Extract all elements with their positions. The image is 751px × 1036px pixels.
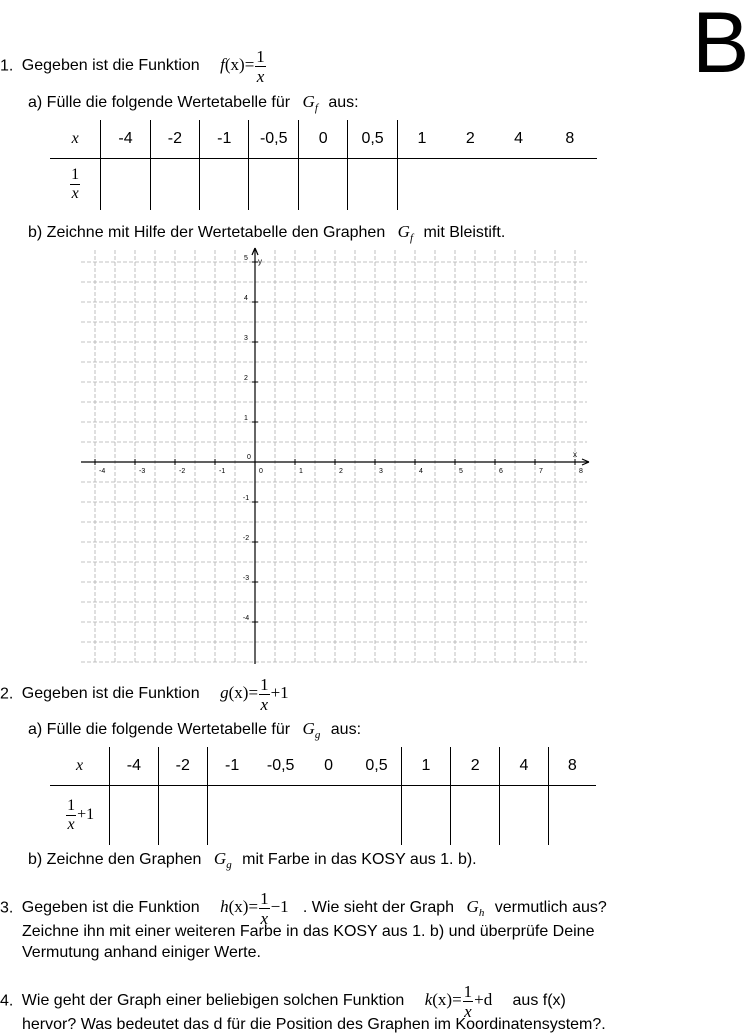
graph-symbol: $G_f$: [397, 222, 414, 244]
table-cell: 1: [401, 747, 450, 785]
table-empty-cell[interactable]: [500, 785, 548, 845]
table-head-x: x: [50, 120, 101, 158]
table-empty-cell[interactable]: [158, 785, 207, 845]
x-tick-label: -1: [219, 468, 226, 475]
task3-function: h(x)= $\frac{1}{x}$ −1: [220, 889, 289, 928]
table-cell: -4: [101, 120, 150, 158]
task2a-label: a) Fülle die folgende Wertetabelle für $G_g$ aus:: [28, 719, 362, 741]
task2b-label: b) Zeichne den Graphen $G_g$ mit Farbe in das KOSY aus 1. b).: [28, 849, 477, 871]
table-cell: -0,5: [256, 747, 305, 785]
table-cell: -1: [207, 747, 256, 785]
table-cell: -2: [150, 120, 199, 158]
y-tick-label-zero: 0: [247, 454, 251, 461]
table-cell: 1: [397, 120, 446, 158]
fraction: $\frac{1}{x}$: [256, 47, 265, 86]
graph-symbol: $G_g$: [302, 719, 321, 741]
table-cell: 8: [548, 747, 596, 785]
y-tick-label: 3: [244, 335, 248, 342]
fraction: $\frac{1}{x}$: [260, 675, 269, 714]
x-tick-label: 2: [339, 468, 343, 475]
y-tick-label: 4: [244, 295, 248, 302]
task4-text: Wie geht der Graph einer beliebigen solchen Funktion: [21, 992, 405, 1010]
table-cell: 0: [305, 747, 352, 785]
table-cell: 0: [299, 120, 348, 158]
table-cell: 2: [451, 747, 500, 785]
table-empty-cell[interactable]: [207, 785, 256, 845]
fraction: $\frac{1}{x}$: [260, 889, 269, 928]
y-tick-label: -2: [242, 535, 250, 542]
x-tick-label: -4: [99, 468, 106, 475]
table-cell: 0,5: [348, 120, 398, 158]
y-tick-label: 1: [244, 415, 248, 422]
graph-symbol: $G_h$: [466, 897, 485, 920]
table-cell: -4: [110, 747, 158, 785]
table-cell: -1: [200, 120, 249, 158]
y-tick-label: -1: [242, 495, 250, 502]
task3-line3: Vermutung anhand einiger Werte.: [22, 944, 261, 961]
graph-symbol: $G_f$: [302, 92, 318, 114]
y-tick-label: -4: [242, 615, 250, 622]
table-head-x: x: [50, 747, 110, 785]
x-tick-label: 7: [539, 468, 543, 475]
task2-text: Gegeben ist die Funktion: [21, 685, 200, 703]
x-tick-label: 1: [299, 468, 303, 475]
table-cell: 4: [494, 120, 542, 158]
table-empty-cell[interactable]: [548, 785, 596, 845]
version-letter: B: [692, 0, 750, 91]
task3-line2: Zeichne ihn mit einer weiteren Farbe in das KOSY aus 1. b) und überprüfe Deine: [22, 923, 595, 940]
x-tick-label: 8: [579, 468, 583, 475]
table-cell: -0,5: [249, 120, 299, 158]
table-empty-cell[interactable]: [256, 785, 305, 845]
y-axis-label: y: [258, 257, 262, 266]
table-cell: -2: [158, 747, 207, 785]
graph-symbol: $G_g$: [213, 849, 232, 871]
table-row-function: $\frac{1}{x}$: [50, 158, 101, 210]
task2-heading: [0, 676, 289, 713]
table-empty-cell[interactable]: [401, 785, 450, 845]
x-tick-label: 4: [419, 468, 423, 475]
x-tick-label: 3: [379, 468, 383, 475]
value-table-2: [50, 747, 596, 845]
x-tick-label: 6: [499, 468, 503, 475]
x-axis-label: x: [573, 450, 577, 459]
table-empty-cell[interactable]: [352, 785, 401, 845]
task4-function: k(x)= $\frac{1}{x}$ +d: [424, 982, 493, 1021]
x-tick-label: 0: [259, 468, 263, 475]
task1-number: 1.: [0, 57, 14, 75]
table-row-function: $\frac{1}{x}$ +1: [50, 785, 110, 845]
table-empty-cell[interactable]: [451, 785, 500, 845]
x-tick-label: 5: [459, 468, 463, 475]
task2-function: g(x)= $\frac{1}{x}$ +1: [220, 675, 289, 714]
table-cell: 0,5: [352, 747, 401, 785]
task3-number: 3.: [0, 899, 14, 917]
task4-line2: hervor? Was bedeutet das d für die Position des Graphen im Koordinatensystem?.: [22, 1016, 606, 1033]
task1b-label: b) Zeichne mit Hilfe der Wertetabelle den Graphen $G_f$ mit Bleistift.: [28, 222, 506, 244]
table-cell: 2: [446, 120, 494, 158]
y-tick-label: 5: [244, 255, 248, 262]
table-cell: 4: [500, 747, 548, 785]
x-tick-label: -3: [139, 468, 146, 475]
task1-function: f(x)= $\frac{1}{x}$: [220, 47, 265, 86]
task1a-label: a) Fülle die folgende Wertetabelle für $G_f$ aus:: [28, 92, 359, 114]
y-tick-label: 2: [244, 375, 248, 382]
task4-heading: 4. Wie geht der Graph einer beliebigen solchen Funktion k(x)= $\frac{1}{x}$ +d aus f(x): [0, 982, 566, 1021]
x-tick-label: -2: [179, 468, 186, 475]
task2-number: 2.: [0, 685, 14, 703]
table-empty-cell[interactable]: [305, 785, 352, 845]
fraction: $\frac{1}{x}$: [463, 982, 473, 1021]
table-empty-cell[interactable]: [110, 785, 158, 845]
task4-number: 4.: [0, 992, 14, 1010]
y-tick-label: -3: [242, 575, 250, 582]
task3-text: Gegeben ist die Funktion: [21, 899, 200, 917]
task1-text: Gegeben ist die Funktion: [21, 57, 200, 75]
task3-heading: 3. Gegeben ist die Funktion h(x)= $\frac{1}{x}$ −1 . Wie sieht der Graph $G_h$ vermutlich aus?: [0, 889, 607, 928]
table-cell: 8: [543, 120, 597, 158]
